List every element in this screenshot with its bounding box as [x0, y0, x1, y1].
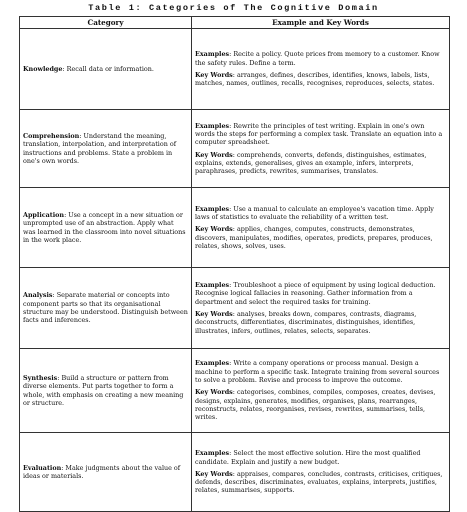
category-name: Evaluation — [23, 463, 62, 472]
examples-paragraph — [195, 359, 446, 384]
examples-label: Examples — [195, 281, 230, 290]
category-name: Synthesis — [23, 373, 58, 382]
details-cell — [192, 433, 450, 512]
examples-paragraph — [195, 50, 446, 67]
keywords-text: : arranges, defines, describes, identifies, knows, labels, lists, matches, names, outlines, recalls, recognises, reproduces, selects, states. — [195, 71, 435, 88]
examples-text: : Recite a policy. Quote prices from memory to a customer. Know the safety rules. Define a term. — [195, 50, 440, 67]
examples-paragraph — [195, 122, 446, 147]
keywords-label: Key Words — [195, 71, 233, 79]
examples-paragraph — [195, 449, 446, 466]
category-cell — [20, 188, 192, 268]
keywords-label: Key Words — [195, 150, 233, 159]
examples-header: Example and Key Words — [192, 17, 450, 29]
category-cell — [20, 110, 192, 188]
category-description: : Build a structure or pattern from diverse elements. Put parts together to form a whole, with emphasis on creating a new meaning or structure. — [23, 373, 184, 407]
keywords-text: : comprehends, converts, defends, distinguishes, estimates, explains, extends, generalises, gives an example, infers, interprets, paraphrases, predicts, rewrites, summarises, translates. — [195, 150, 427, 176]
table-row — [20, 349, 450, 433]
keywords-paragraph — [195, 151, 446, 176]
category-cell — [20, 433, 192, 512]
header-row — [20, 17, 450, 29]
table-row — [20, 268, 450, 349]
details-cell — [192, 268, 450, 349]
keywords-label: Key Words — [195, 469, 233, 478]
keywords-paragraph — [195, 225, 446, 250]
keywords-paragraph — [195, 388, 446, 421]
keywords-paragraph — [195, 71, 446, 88]
category-description: : Use a concept in a new situation or unprompted use of an abstraction. Apply what was learned in the classroom into novel situations in the work place. — [23, 210, 186, 244]
details-cell — [192, 349, 450, 433]
keywords-text: : appraises, compares, concludes, contrasts, criticises, critiques, defends, describes, discriminates, evaluates, explains, interprets, justifies, relates, summarises, supports. — [195, 469, 443, 495]
category-description: : Separate material or concepts into component parts so that its organisational structure may be understood. Distinguish between facts and inferences. — [23, 291, 188, 325]
category-header: Category — [20, 17, 192, 29]
examples-text: : Select the most effective solution. Hire the most qualified candidate. Explain and justify a new budget. — [195, 449, 421, 466]
category-name: Comprehension — [23, 131, 80, 140]
examples-paragraph — [195, 281, 446, 306]
examples-label: Examples — [195, 359, 230, 368]
keywords-text: : applies, changes, computes, constructs, demonstrates, discovers, manipulates, modifies, operates, predicts, prepares, produces, relates, shows, solves, uses. — [195, 225, 433, 250]
keywords-label: Key Words — [195, 225, 233, 234]
table-row — [20, 433, 450, 512]
category-cell — [20, 349, 192, 433]
category-name: Analysis — [23, 291, 53, 300]
keywords-label: Key Words — [195, 388, 233, 397]
category-name: Application — [23, 210, 65, 219]
examples-label: Examples — [195, 204, 230, 213]
category-description: : Recall data or information. — [62, 64, 154, 73]
examples-text: : Write a company operations or process manual. Design a machine to perform a specific task. Integrate training from several sources to solve a problem. Revise and process to improve the outcome. — [195, 359, 440, 385]
examples-paragraph — [195, 205, 446, 222]
examples-text: : Rewrite the principles of test writing. Explain in one's own words the steps for performing a complex task. Translate an equation into a computer spreadsheet. — [195, 121, 443, 147]
examples-label: Examples — [195, 50, 230, 59]
cognitive-domain-table — [19, 16, 450, 512]
category-description: : Understand the meaning, translation, interpolation, and interpretation of instructions and problems. State a problem in one's own words. — [23, 131, 177, 165]
category-name: Knowledge — [23, 64, 63, 73]
table-row — [20, 110, 450, 188]
keywords-paragraph — [195, 310, 446, 335]
table-title: Table 1: Categories of The Cognitive Domain — [88, 3, 379, 13]
details-cell — [192, 110, 450, 188]
details-cell — [192, 29, 450, 110]
keywords-text: : categorises, combines, compiles, composes, creates, devises, designs, explains, generates, modifies, organises, plans, rearranges, reconstructs, relates, reorganises, revises, rewrites, summarises, tells, writes. — [195, 388, 436, 422]
keywords-text: : analyses, breaks down, compares, contrasts, diagrams, deconstructs, differentiates, discriminates, distinguishes, identifies, illustrates, infers, outlines, relates, selects, separates. — [195, 310, 417, 335]
table-row — [20, 188, 450, 268]
category-description: : Make judgments about the value of ideas or materials. — [23, 463, 181, 480]
category-cell — [20, 268, 192, 349]
examples-text: : Use a manual to calculate an employee's vacation time. Apply laws of statistics to evaluate the reliability of a written test. — [195, 204, 434, 222]
details-cell — [192, 188, 450, 268]
category-cell — [20, 29, 192, 110]
examples-text: : Troubleshoot a piece of equipment by using logical deduction. Recognise logical fallacies in reasoning. Gather information from a department and select the required tasks for training. — [195, 281, 436, 306]
examples-label: Examples — [195, 121, 230, 130]
keywords-paragraph — [195, 470, 446, 495]
keywords-label: Key Words — [195, 310, 233, 318]
table-row — [20, 29, 450, 110]
examples-label: Examples — [195, 449, 230, 458]
